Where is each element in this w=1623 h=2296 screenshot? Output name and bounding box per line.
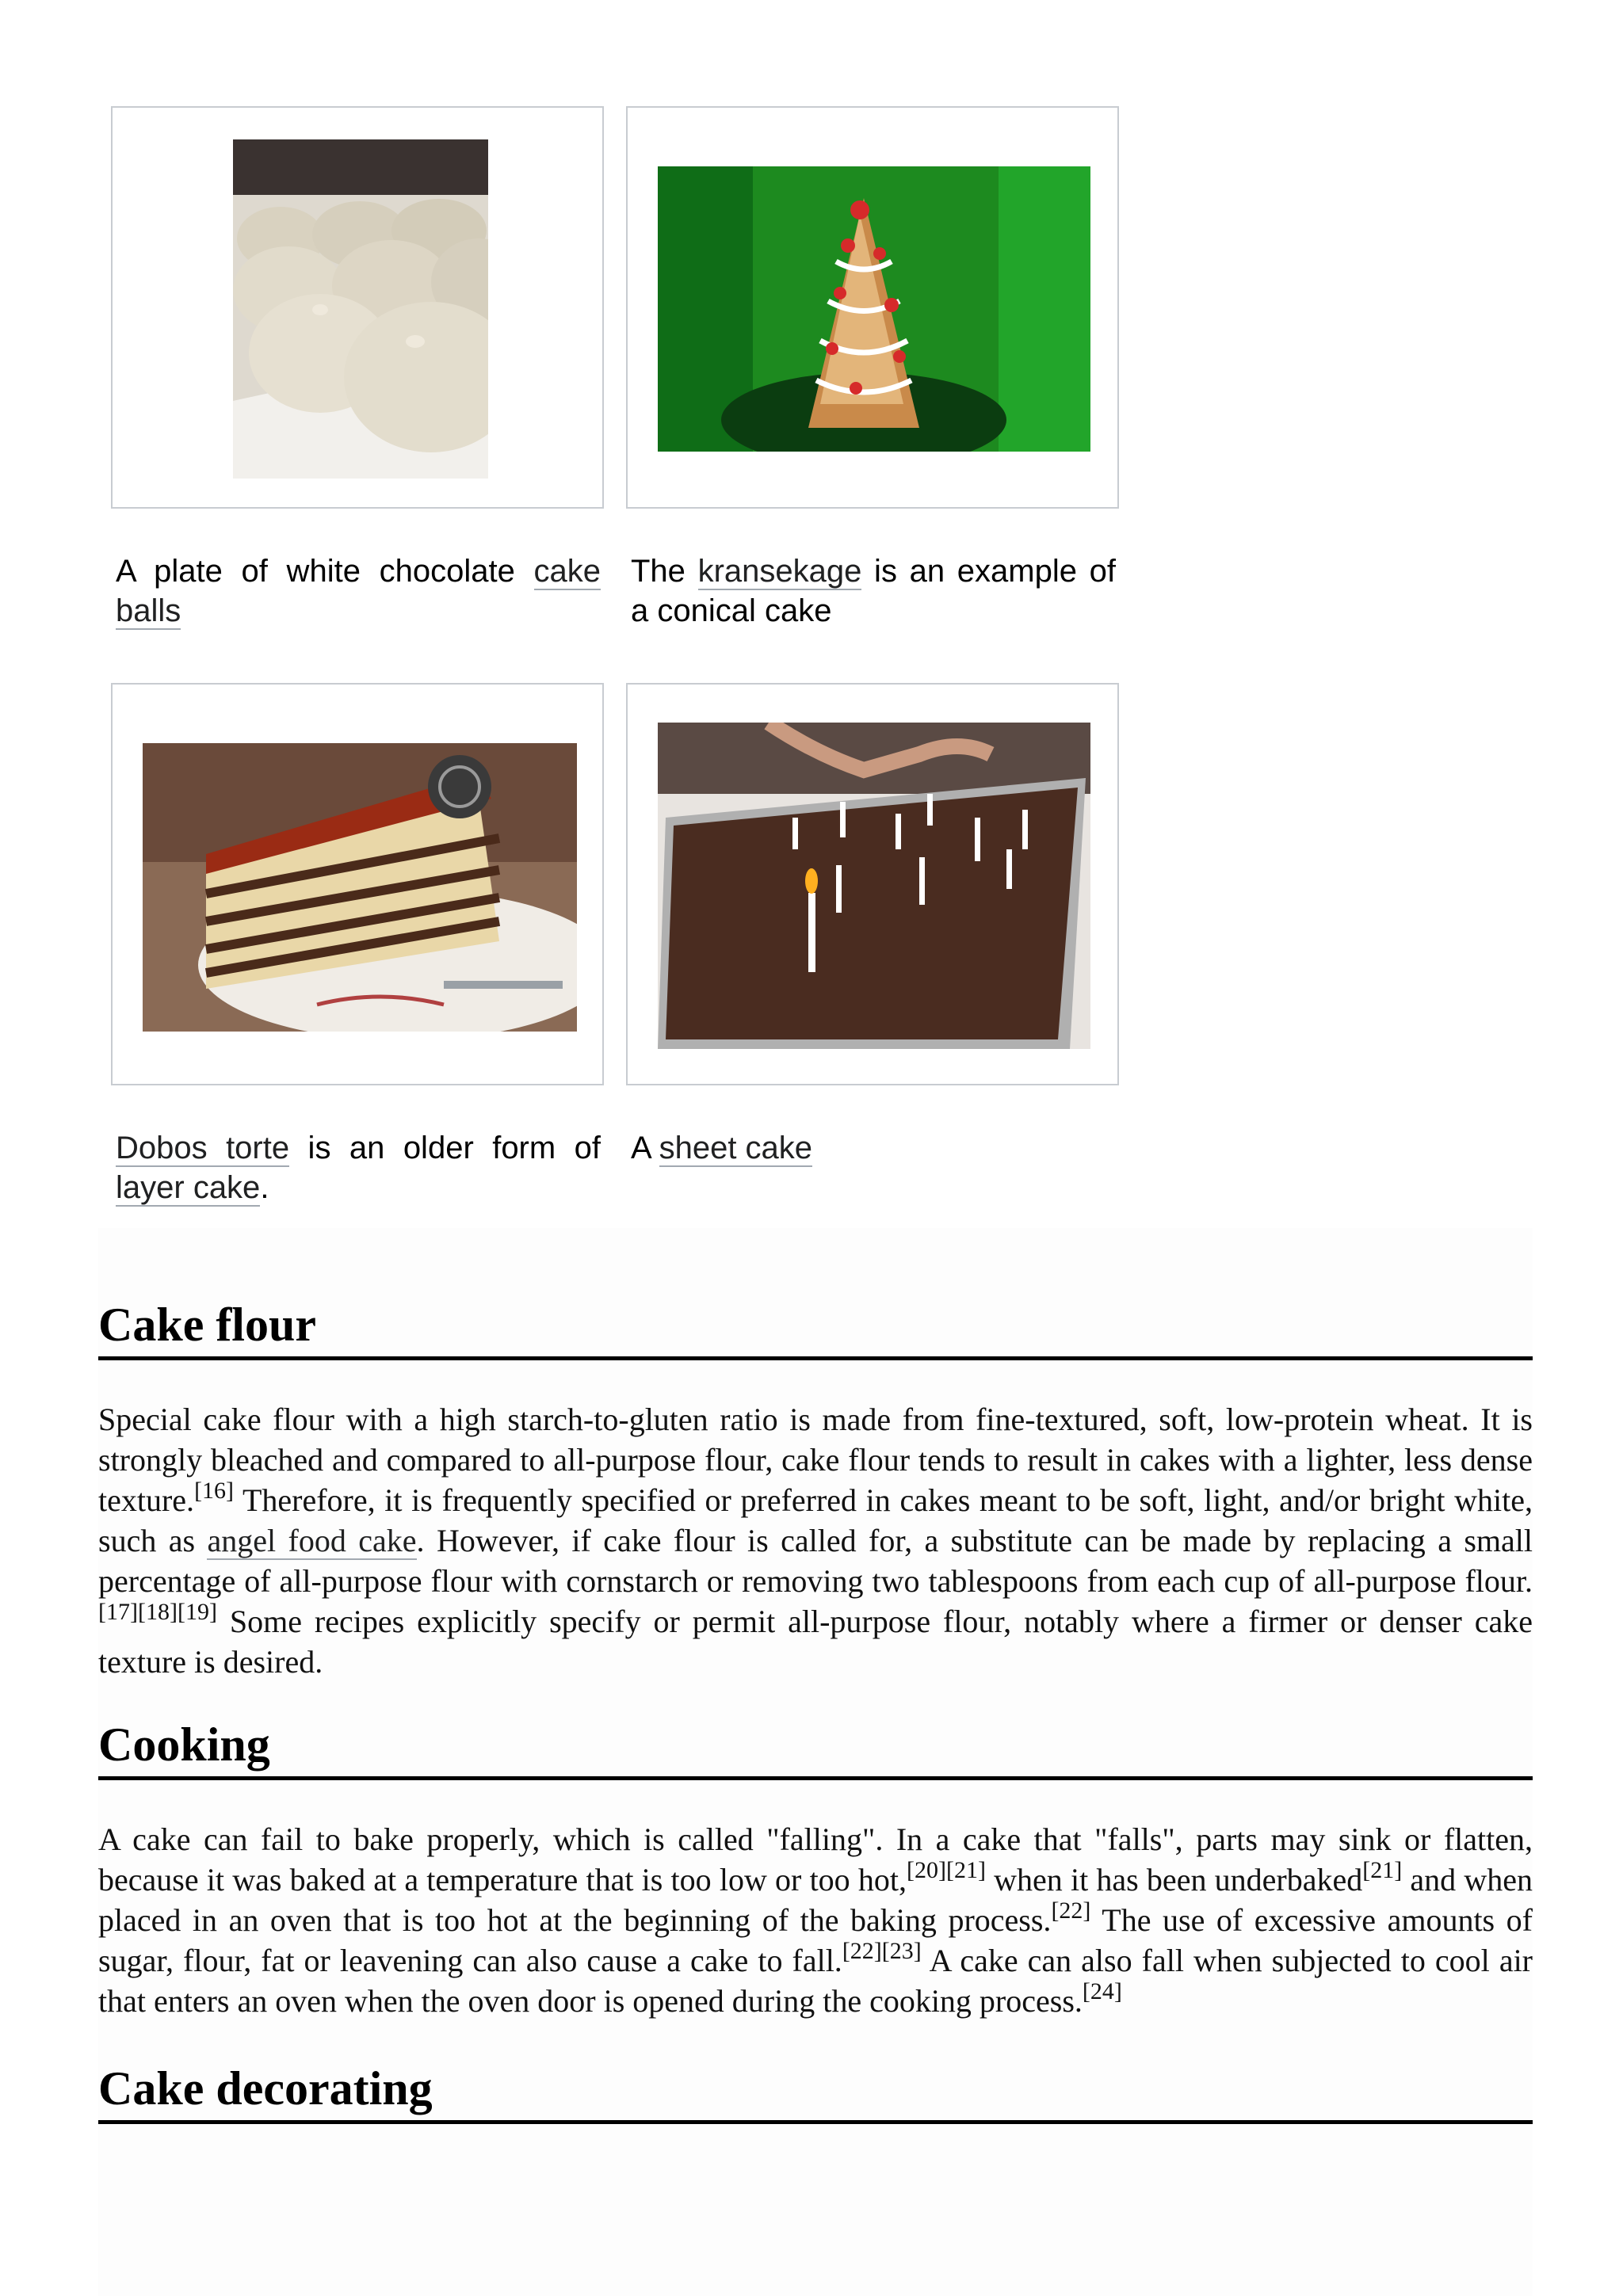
citation-24[interactable]: [24] bbox=[1082, 1978, 1122, 2004]
kransekage-image[interactable] bbox=[658, 166, 1090, 452]
citation-22[interactable]: [22] bbox=[1051, 1897, 1091, 1924]
cooking-paragraph: A cake can fail to bake properly, which is called "falling". In a cake that "falls", parts may sink or flatten, because it was baked at a temperature that is too low or too hot,[20][21] when it has been underbaked[21] and when placed in an oven that is too hot at the beginning of the baking process.[22] The use of excessive amounts of sugar, flour, fat or leavening can also cause a cake to fall.[22][23] A cake can also fall when subjected to cool air that enters an oven when the oven door is opened during the cooking process.[24] bbox=[98, 1821, 1533, 2019]
citation-18[interactable]: [18] bbox=[137, 1599, 178, 1625]
angel-food-cake-link[interactable]: angel food cake bbox=[207, 1523, 417, 1558]
dobos-torte-link[interactable]: Dobos torte bbox=[116, 1131, 290, 1165]
gallery-item-kransekage[interactable] bbox=[626, 106, 1119, 509]
cake-flour-paragraph: Special cake flour with a high starch-to-gluten ratio is made from fine-textured, soft, low-protein wheat. It is strongly bleached and compared to all-purpose flour, cake flour tends to result in cakes with a lighter, less dense texture.[16] Therefore, it is frequently specified or preferred in cakes meant to be soft, light, and/or bright white, such as angel food cake. However, if cake flour is called for, a substitute can be made by replacing a small percentage of all-purpose flour with cornstarch or removing two tablespoons from each cup of all-purpose flour.[17][18][19] Some recipes explicitly specify or permit all-purpose flour, notably where a firmer or denser cake texture is desired. bbox=[98, 1402, 1533, 1680]
gallery-item-dobos-torte[interactable] bbox=[111, 683, 604, 1085]
gallery-caption-cake-balls: A plate of white chocolate cake balls bbox=[116, 554, 601, 628]
gallery-caption-dobos-torte: Dobos torte is an older form of layer cake. bbox=[116, 1131, 601, 1205]
citation-21[interactable]: [21] bbox=[945, 1857, 986, 1883]
dobos-torte-image[interactable] bbox=[143, 743, 577, 1032]
layer-cake-link[interactable]: layer cake bbox=[116, 1170, 261, 1205]
gallery-caption-kransekage: The kransekage is an example of a conical cake bbox=[631, 554, 1116, 628]
gallery-caption-sheet-cake: A sheet cake bbox=[631, 1131, 813, 1165]
citation-19[interactable]: [19] bbox=[177, 1599, 217, 1625]
citation-17[interactable]: [17] bbox=[98, 1599, 138, 1625]
cake-balls-link[interactable]: cake balls bbox=[116, 554, 601, 628]
gallery-item-sheet-cake[interactable] bbox=[626, 683, 1119, 1085]
kransekage-link[interactable]: kransekage bbox=[697, 554, 862, 589]
section-heading-cake-flour: Cake flour bbox=[98, 1296, 1533, 1360]
section-heading-cooking: Cooking bbox=[98, 1716, 1533, 1780]
sheet-cake-link[interactable]: sheet cake bbox=[659, 1131, 813, 1165]
citation-16[interactable]: [16] bbox=[194, 1478, 235, 1504]
gallery-item-cake-balls[interactable] bbox=[111, 106, 604, 509]
citation-21-second[interactable]: [21] bbox=[1362, 1857, 1403, 1883]
citation-23[interactable]: [23] bbox=[881, 1938, 922, 1964]
cake-balls-image[interactable] bbox=[233, 139, 488, 479]
citation-22-second[interactable]: [22] bbox=[842, 1938, 882, 1964]
section-heading-cake-decorating: Cake decorating bbox=[98, 2060, 1533, 2124]
citation-20[interactable]: [20] bbox=[907, 1857, 946, 1883]
sheet-cake-image[interactable] bbox=[658, 723, 1090, 1049]
